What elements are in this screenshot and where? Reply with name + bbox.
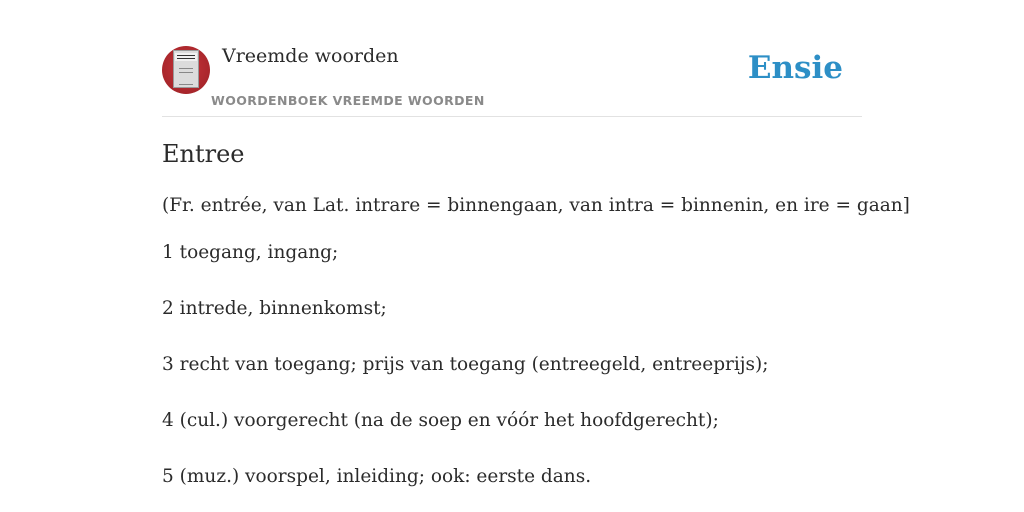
brand-logo-link[interactable]: Ensie: [747, 50, 843, 86]
book-cover-avatar[interactable]: [162, 46, 210, 94]
cover-line: [179, 68, 193, 69]
definition-item: 2 intrede, binnenkomst;: [162, 298, 387, 319]
cover-title-band: [175, 53, 197, 61]
cover-line: [179, 72, 193, 73]
definition-item: 5 (muz.) voorspel, inleiding; ook: eerste dans.: [162, 466, 592, 487]
book-cover-icon: [173, 50, 199, 88]
definition-item: 1 toegang, ingang;: [162, 242, 339, 263]
cover-line: [179, 84, 193, 85]
entry-etymology: (Fr. entrée, van Lat. intrare = binnengaan, van intra = binnenin, en ire = gaan]: [162, 195, 910, 216]
definition-list: [162, 241, 768, 512]
page: [162, 0, 910, 512]
site-subtitle: WOORDENBOEK VREEMDE WOORDEN: [211, 93, 485, 108]
definition-item: 4 (cul.) voorgerecht (na de soep en vóór het hoofdgerecht);: [162, 410, 719, 431]
header: [162, 0, 862, 117]
definition-item: 3 recht van toegang; prijs van toegang (entreegeld, entreeprijs);: [162, 354, 769, 375]
site-title-link[interactable]: Vreemde woorden: [222, 45, 399, 67]
entry-title: Entree: [162, 140, 245, 168]
